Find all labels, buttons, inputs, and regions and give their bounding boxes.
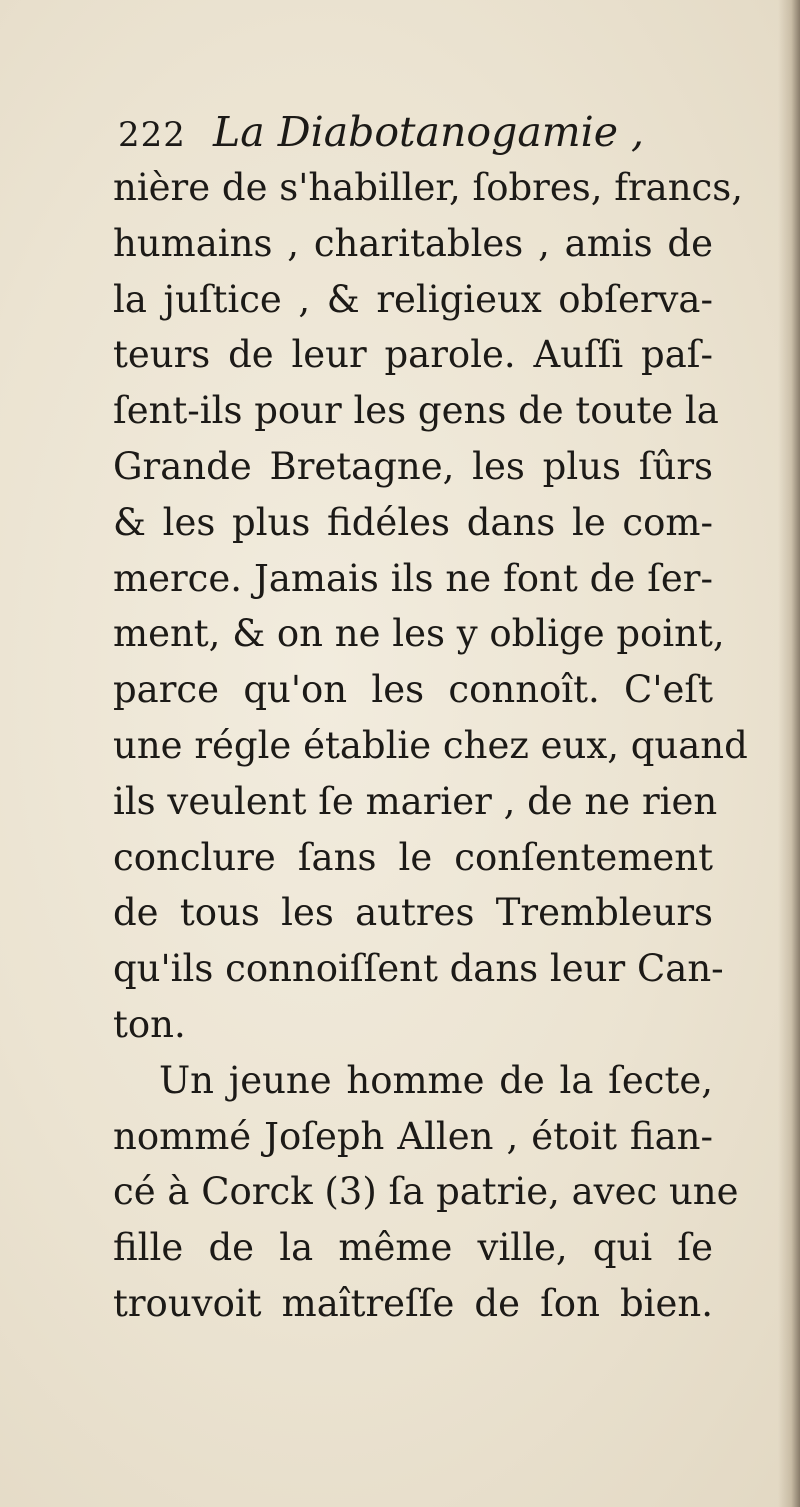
page-edge-shadow [778,0,800,1507]
text-line: conclure ſans le conſentement [113,835,713,879]
paragraph-2 [113,1053,739,1332]
body-text [113,160,748,1332]
text-line: nière de s'habiller, ſobres, francs, [113,166,744,209]
running-title: La Diabotanogamie , [213,108,645,156]
text-line: humains , charitables , amis de [113,221,713,265]
page-number: 222 [118,115,186,155]
text-line: la juſtice , & religieux obſerva- [113,277,713,321]
text-line: nommé Joſeph Allen , étoit fian- [113,1114,713,1158]
paragraph-1 [113,160,748,1053]
text-line: teurs de leur parole. Auſſi paſ- [113,333,713,377]
text-line: merce. Jamais ils ne font de ſer- [113,556,713,600]
text-line: Un jeune homme de la ſecte, [159,1058,713,1102]
text-line: Grande Bretagne, les plus ſûrs [113,444,713,488]
text-line: fille de la même ville, qui ſe [113,1226,713,1270]
text-line: & les plus fidéles dans le com- [113,500,713,544]
text-line: de tous les autres Trembleurs [113,891,713,935]
text-line: une régle établie chez eux, quand [113,723,748,767]
text-line: qu'ils connoiſſent dans leur Can- [113,947,724,991]
text-line: cé à Corck (3) ſa patrie, avec une [113,1170,739,1214]
text-line: ment, & on ne les y oblige point, [113,612,725,656]
text-line: parce qu'on les connoît. C'eſt [113,668,713,712]
page-header [118,108,718,166]
text-line: ton. [113,1002,186,1046]
text-line: ils veulent ſe marier , de ne rien [113,779,718,823]
text-line: trouvoit maîtreſſe de ſon bien. [113,1281,713,1325]
text-line: ſent-ils pour les gens de toute la [113,389,719,433]
